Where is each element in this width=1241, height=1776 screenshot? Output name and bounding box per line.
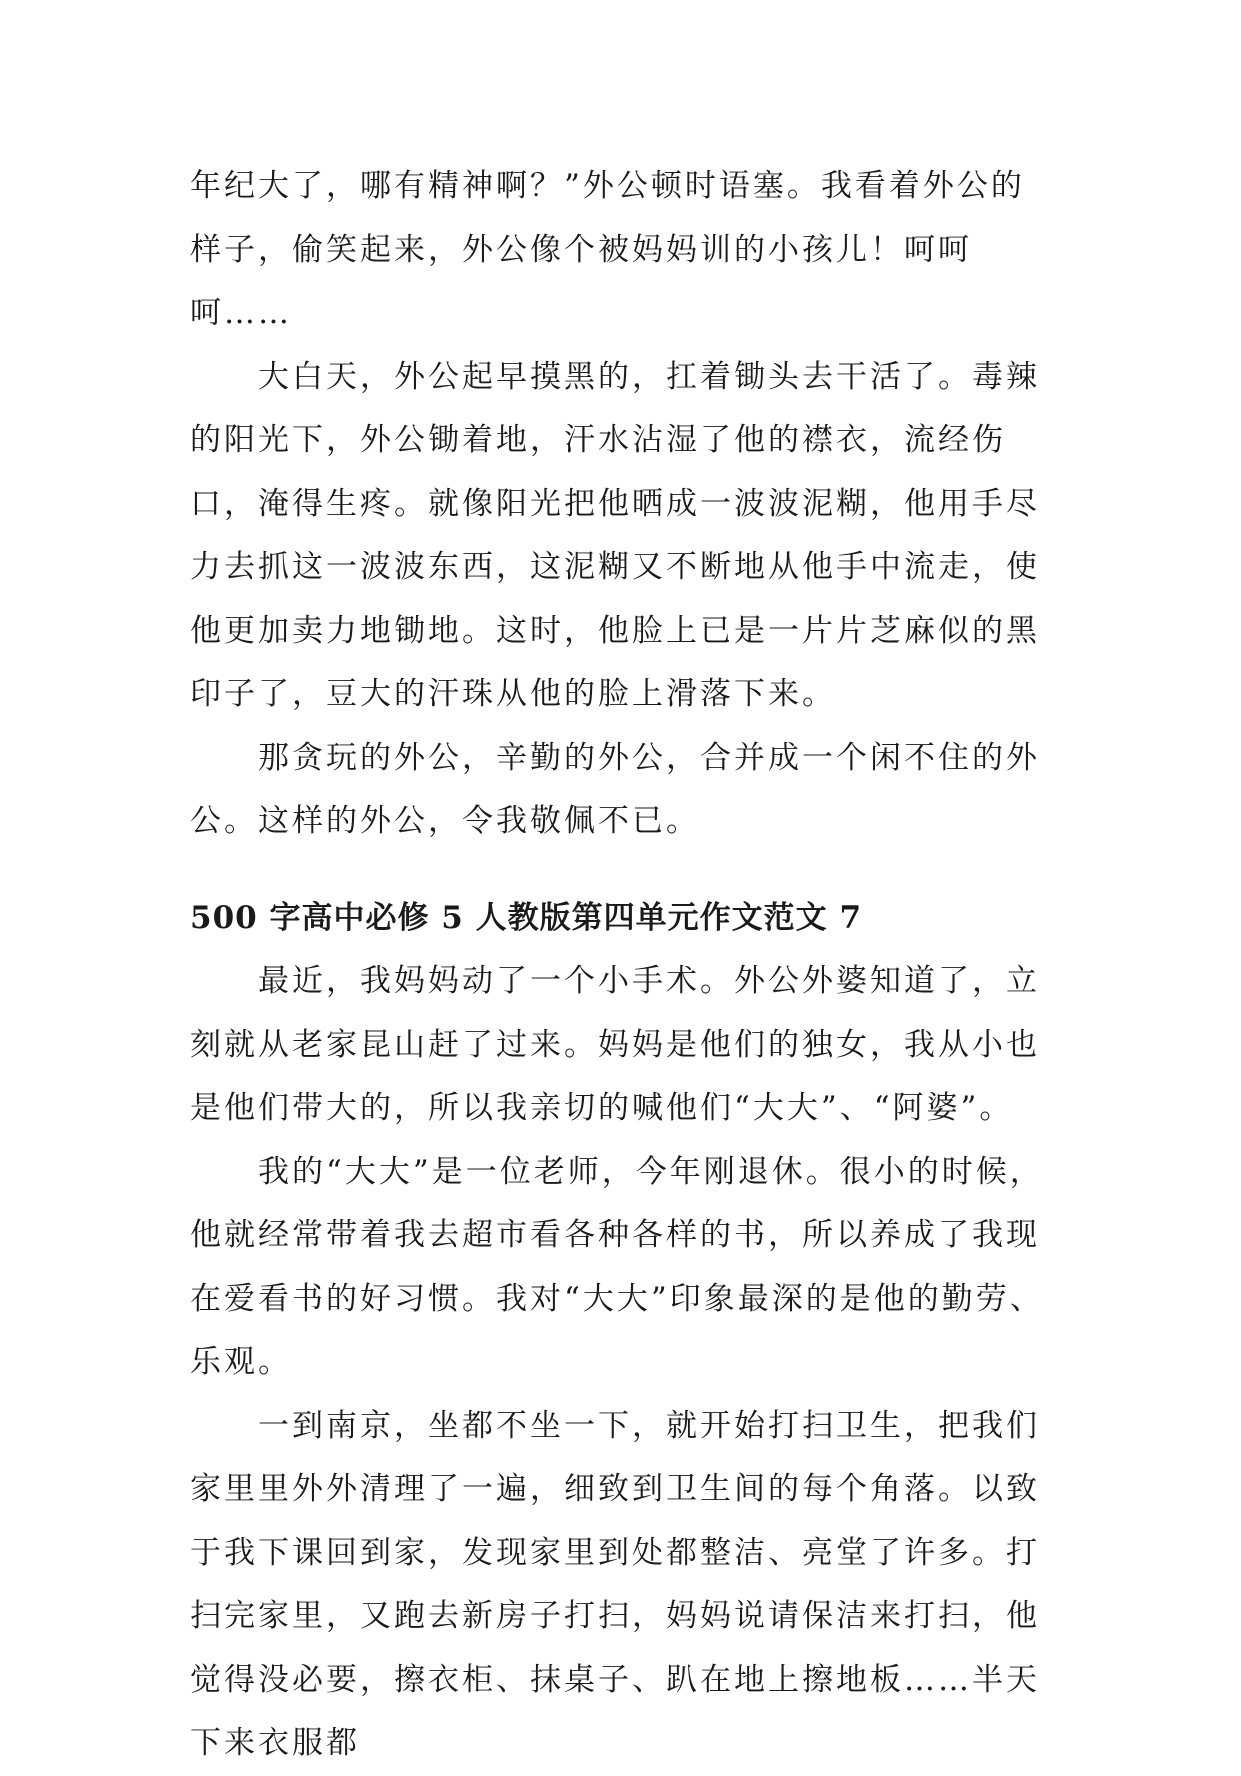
paragraph-teacher: 我的“大大”是一位老师，今年刚退休。很小的时候，他就经常带着我去超市看各种各样的书，所以养成了我现在爱看书的好习惯。我对“大大”印象最深的是他的勤劳、乐观。 bbox=[190, 1153, 1044, 1380]
essay-heading: 500 字高中必修 5 人教版第四单元作文范文 7 bbox=[190, 899, 863, 936]
document-body bbox=[190, 155, 1050, 1776]
paragraph-surgery: 最近，我妈妈动了一个小手术。外公外婆知道了，立刻就从老家昆山赶了过来。妈妈是他们的独女，我从小也是他们带大的，所以我亲切的喊他们“大大”、“阿婆”。 bbox=[190, 963, 1040, 1126]
essay-section-continued bbox=[190, 155, 1050, 854]
paragraph-conclusion: 那贪玩的外公，辛勤的外公，合并成一个闲不住的外公。这样的外公，令我敬佩不已。 bbox=[190, 739, 1040, 839]
essay-section-7 bbox=[190, 887, 1050, 1776]
paragraph-grandpa-working: 大白天，外公起早摸黑的，扛着锄头去干活了。毒辣的阳光下，外公锄着地，汗水沾湿了他的襟衣，流经伤口，淹得生疼。就像阳光把他晒成一波波泥糊，他用手尽力去抓这一波波东西，这泥糊又不断地从他手中流走，使他更加卖力地锄地。这时，他脸上已是一片片芝麻似的黑印子了，豆大的汗珠从他的脸上滑落下来。 bbox=[190, 358, 1040, 712]
paragraph-cleaning: 一到南京，坐都不坐一下，就开始打扫卫生，把我们家里里外外清理了一遍，细致到卫生间的每个角落。以致于我下课回到家，发现家里到处都整洁、亮堂了许多。打扫完家里，又跑去新房子打扫，妈妈说请保洁来打扫，他觉得没必要，擦衣柜、抹桌子、趴在地上擦地板……半天下来衣服都 bbox=[190, 1407, 1040, 1761]
paragraph-continued: 年纪大了，哪有精神啊？”外公顿时语塞。我看着外公的样子，偷笑起来，外公像个被妈妈训的小孩儿！呵呵呵…… bbox=[190, 168, 1025, 331]
